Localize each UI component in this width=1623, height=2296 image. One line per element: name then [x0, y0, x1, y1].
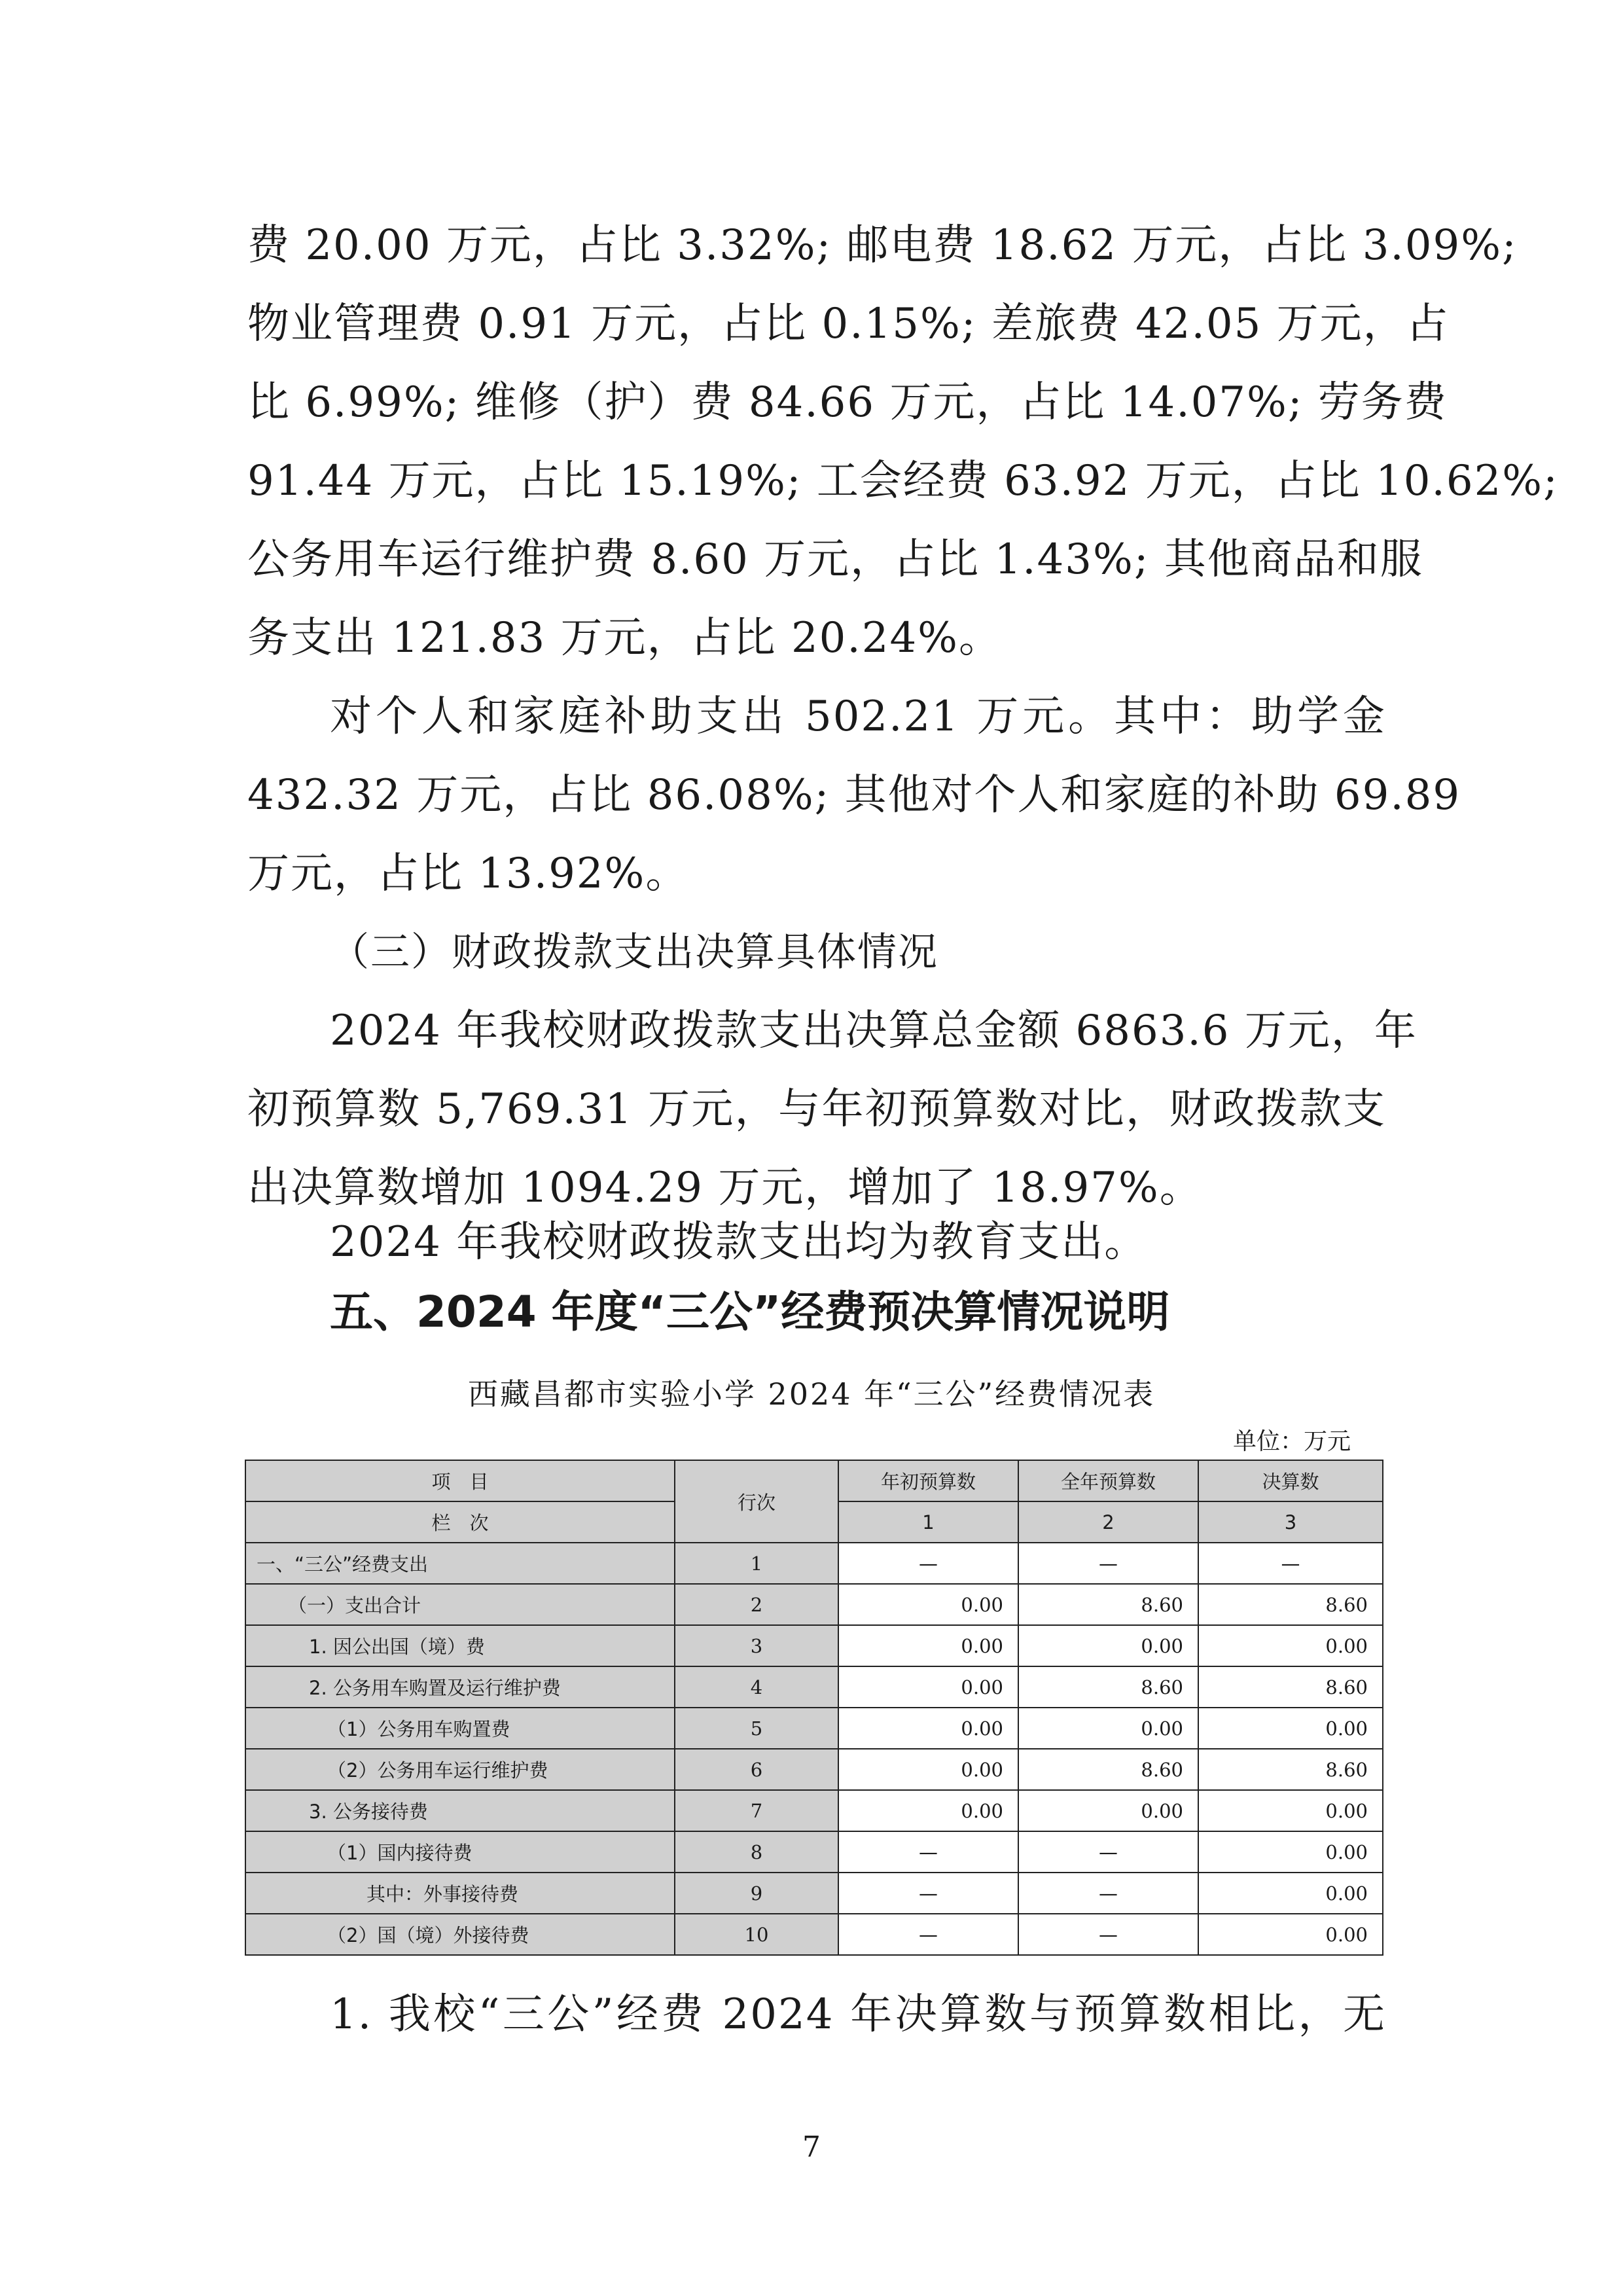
- header-n3: 3: [1198, 1501, 1383, 1543]
- header-column: 栏 次: [245, 1501, 675, 1543]
- row-label: （2）国（境）外接待费: [245, 1914, 675, 1955]
- cell-col1: 0.00: [838, 1625, 1018, 1666]
- cell-col2: 8.60: [1018, 1749, 1198, 1790]
- table-row: [245, 1790, 1383, 1831]
- cell-col3: —: [1198, 1543, 1383, 1584]
- paragraph-line: 比 6.99%; 维修（护）费 84.66 万元，占比 14.07%; 劳务费: [247, 378, 1448, 427]
- cell-col3: 0.00: [1198, 1625, 1383, 1666]
- paragraph-line: 公务用车运行维护费 8.60 万元，占比 1.43%; 其他商品和服: [247, 535, 1423, 584]
- table-row: [245, 1666, 1383, 1708]
- header-n1: 1: [838, 1501, 1018, 1543]
- row-label: （1）国内接待费: [245, 1831, 675, 1873]
- table-row: [245, 1584, 1383, 1625]
- cell-col3: 0.00: [1198, 1790, 1383, 1831]
- table-row: [245, 1914, 1383, 1955]
- paragraph-line: 91.44 万元，占比 15.19%; 工会经费 63.92 万元，占比 10.62%;: [247, 457, 1559, 505]
- cell-col1: 0.00: [838, 1666, 1018, 1708]
- cell-col3: 8.60: [1198, 1666, 1383, 1708]
- cell-col3: 0.00: [1198, 1914, 1383, 1955]
- table-caption: 西藏昌都市实验小学 2024 年“三公”经费情况表: [467, 1376, 1156, 1412]
- paragraph-line: 2024 年我校财政拨款支出均为教育支出。: [330, 1218, 1148, 1266]
- cell-col3: 8.60: [1198, 1749, 1383, 1790]
- paragraph-line: 1. 我校“三公”经费 2024 年决算数与预算数相比，无: [330, 1990, 1386, 2039]
- row-no: 3: [675, 1625, 838, 1666]
- cell-col3: 8.60: [1198, 1584, 1383, 1625]
- cell-col1: 0.00: [838, 1749, 1018, 1790]
- cell-col1: —: [838, 1831, 1018, 1873]
- cell-col1: 0.00: [838, 1584, 1018, 1625]
- cell-col2: 0.00: [1018, 1708, 1198, 1749]
- table-row: [245, 1625, 1383, 1666]
- paragraph-line: 费 20.00 万元，占比 3.32%; 邮电费 18.62 万元，占比 3.09%;: [247, 221, 1518, 270]
- row-no: 10: [675, 1914, 838, 1955]
- row-no: 6: [675, 1749, 838, 1790]
- paragraph-line: 2024 年我校财政拨款支出决算总金额 6863.6 万元，年: [330, 1007, 1418, 1055]
- row-label: 2. 公务用车购置及运行维护费: [245, 1666, 675, 1708]
- cell-col1: —: [838, 1873, 1018, 1914]
- row-no: 8: [675, 1831, 838, 1873]
- row-label: （一）支出合计: [245, 1584, 675, 1625]
- paragraph-line: 出决算数增加 1094.29 万元，增加了 18.97%。: [247, 1164, 1203, 1212]
- section-heading: 五、2024 年度“三公”经费预决算情况说明: [330, 1287, 1170, 1337]
- row-no: 5: [675, 1708, 838, 1749]
- row-no: 7: [675, 1790, 838, 1831]
- cell-col3: 0.00: [1198, 1831, 1383, 1873]
- cell-col3: 0.00: [1198, 1873, 1383, 1914]
- cell-col2: —: [1018, 1914, 1198, 1955]
- paragraph-line: 初预算数 5,769.31 万元，与年初预算数对比，财政拨款支: [247, 1085, 1386, 1134]
- table-row: [245, 1831, 1383, 1873]
- sub-heading: （三）财政拨款支出决算具体情况: [330, 929, 938, 975]
- header-col3: 决算数: [1198, 1460, 1383, 1501]
- header-col1: 年初预算数: [838, 1460, 1018, 1501]
- row-label: （2）公务用车运行维护费: [245, 1749, 675, 1790]
- paragraph-line: 对个人和家庭补助支出 502.21 万元。其中：助学金: [330, 692, 1386, 741]
- cell-col2: —: [1018, 1873, 1198, 1914]
- cell-col2: 0.00: [1018, 1625, 1198, 1666]
- row-no: 1: [675, 1543, 838, 1584]
- cell-col3: 0.00: [1198, 1708, 1383, 1749]
- cell-col1: 0.00: [838, 1790, 1018, 1831]
- table-row: [245, 1749, 1383, 1790]
- cell-col1: —: [838, 1543, 1018, 1584]
- header-col2: 全年预算数: [1018, 1460, 1198, 1501]
- paragraph-line: 万元，占比 13.92%。: [247, 850, 689, 898]
- header-n2: 2: [1018, 1501, 1198, 1543]
- paragraph-line: 务支出 121.83 万元，占比 20.24%。: [247, 614, 1002, 662]
- row-no: 2: [675, 1584, 838, 1625]
- row-label: 其中：外事接待费: [245, 1873, 675, 1914]
- row-no: 4: [675, 1666, 838, 1708]
- table-row: [245, 1708, 1383, 1749]
- three-public-expenses-table: [245, 1460, 1383, 1956]
- header-row-no: 行次: [675, 1460, 838, 1543]
- table-unit: 单位：万元: [1232, 1428, 1351, 1455]
- table-row: [245, 1873, 1383, 1914]
- cell-col1: —: [838, 1914, 1018, 1955]
- cell-col2: 8.60: [1018, 1584, 1198, 1625]
- row-label: 3. 公务接待费: [245, 1790, 675, 1831]
- row-no: 9: [675, 1873, 838, 1914]
- cell-col1: 0.00: [838, 1708, 1018, 1749]
- cell-col2: —: [1018, 1543, 1198, 1584]
- header-item: 项 目: [245, 1460, 675, 1501]
- row-label: 1. 因公出国（境）费: [245, 1625, 675, 1666]
- table-row: [245, 1543, 1383, 1584]
- cell-col2: 8.60: [1018, 1666, 1198, 1708]
- paragraph-line: 432.32 万元，占比 86.08%; 其他对个人和家庭的补助 69.89: [247, 771, 1461, 819]
- cell-col2: —: [1018, 1831, 1198, 1873]
- row-label: 一、“三公”经费支出: [245, 1543, 675, 1584]
- cell-col2: 0.00: [1018, 1790, 1198, 1831]
- page-number: 7: [802, 2130, 821, 2164]
- table-header-row: [245, 1460, 1383, 1501]
- row-label: （1）公务用车购置费: [245, 1708, 675, 1749]
- paragraph-line: 物业管理费 0.91 万元，占比 0.15%; 差旅费 42.05 万元，占: [247, 300, 1450, 348]
